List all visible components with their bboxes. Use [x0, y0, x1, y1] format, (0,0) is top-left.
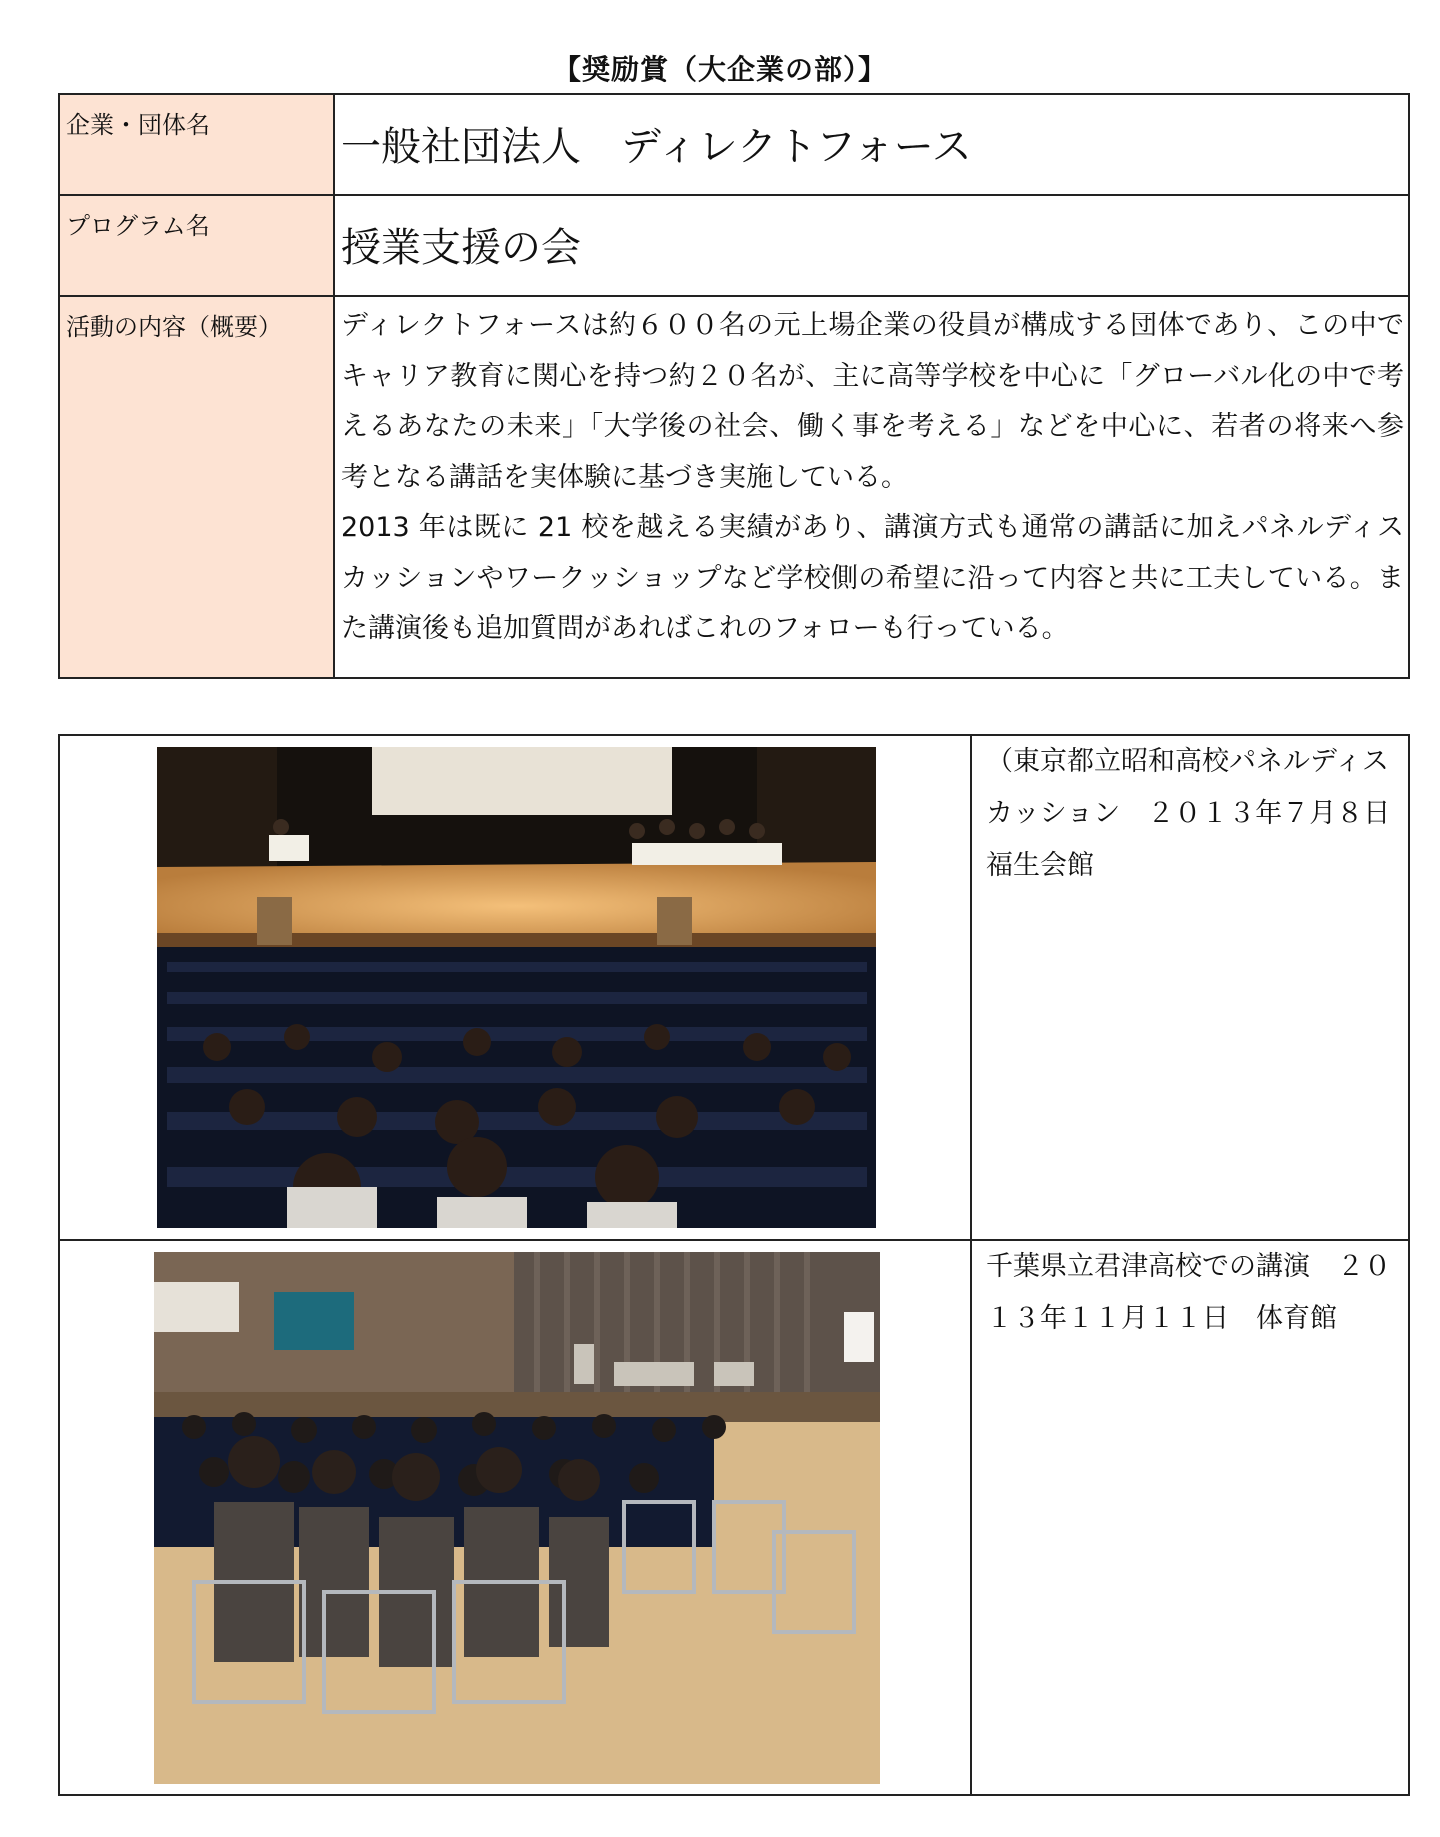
- photo-cell-2: [59, 1240, 971, 1795]
- page-heading: 【奨励賞（大企業の部）】: [552, 53, 887, 86]
- program-row: [59, 195, 1409, 296]
- company-label: 企業・団体名: [59, 94, 334, 195]
- activity-paragraph-1: ディレクトフォースは約６００名の元上場企業の役員が構成する団体であり、この中でキャリア教育に関心を持つ約２０名が、主に高等学校を中心に「グローバル化の中で考えるあなたの未来」「大学後の社会、働く事を考える」などを中心に、若者の将来へ参考となる講話を実体験に基づき実施している。: [341, 310, 1404, 493]
- photo-cell-1: [59, 735, 971, 1240]
- activity-row: [59, 296, 1409, 678]
- company-name: 一般社団法人 ディレクトフォース: [334, 94, 1409, 195]
- photo-row-1: [59, 735, 1409, 1240]
- activity-label: 活動の内容（概要）: [59, 296, 334, 678]
- activity-paragraph-2: 2013 年は既に 21 校を越える実績があり、講演方式も通常の講話に加えパネルディスカッションやワークッショップなど学校側の希望に沿って内容と共に工夫している。また講演後も追加質問があればこれのフォローも行っている。: [341, 512, 1404, 644]
- program-label: プログラム名: [59, 195, 334, 296]
- photo-caption-1: （東京都立昭和高校パネルディスカッション ２０１３年７月８日 福生会館: [971, 735, 1409, 1240]
- info-table: [58, 93, 1410, 679]
- activity-description: [334, 296, 1409, 678]
- gymnasium-lecture-photo: [154, 1252, 880, 1784]
- photo-table: [58, 734, 1418, 1796]
- photo-row-2: [59, 1240, 1409, 1795]
- panel-discussion-photo: [157, 747, 876, 1228]
- photo-caption-2: 千葉県立君津高校での講演 ２０１３年１１月１１日 体育館: [971, 1240, 1409, 1795]
- program-name: 授業支援の会: [334, 195, 1409, 296]
- company-row: [59, 94, 1409, 195]
